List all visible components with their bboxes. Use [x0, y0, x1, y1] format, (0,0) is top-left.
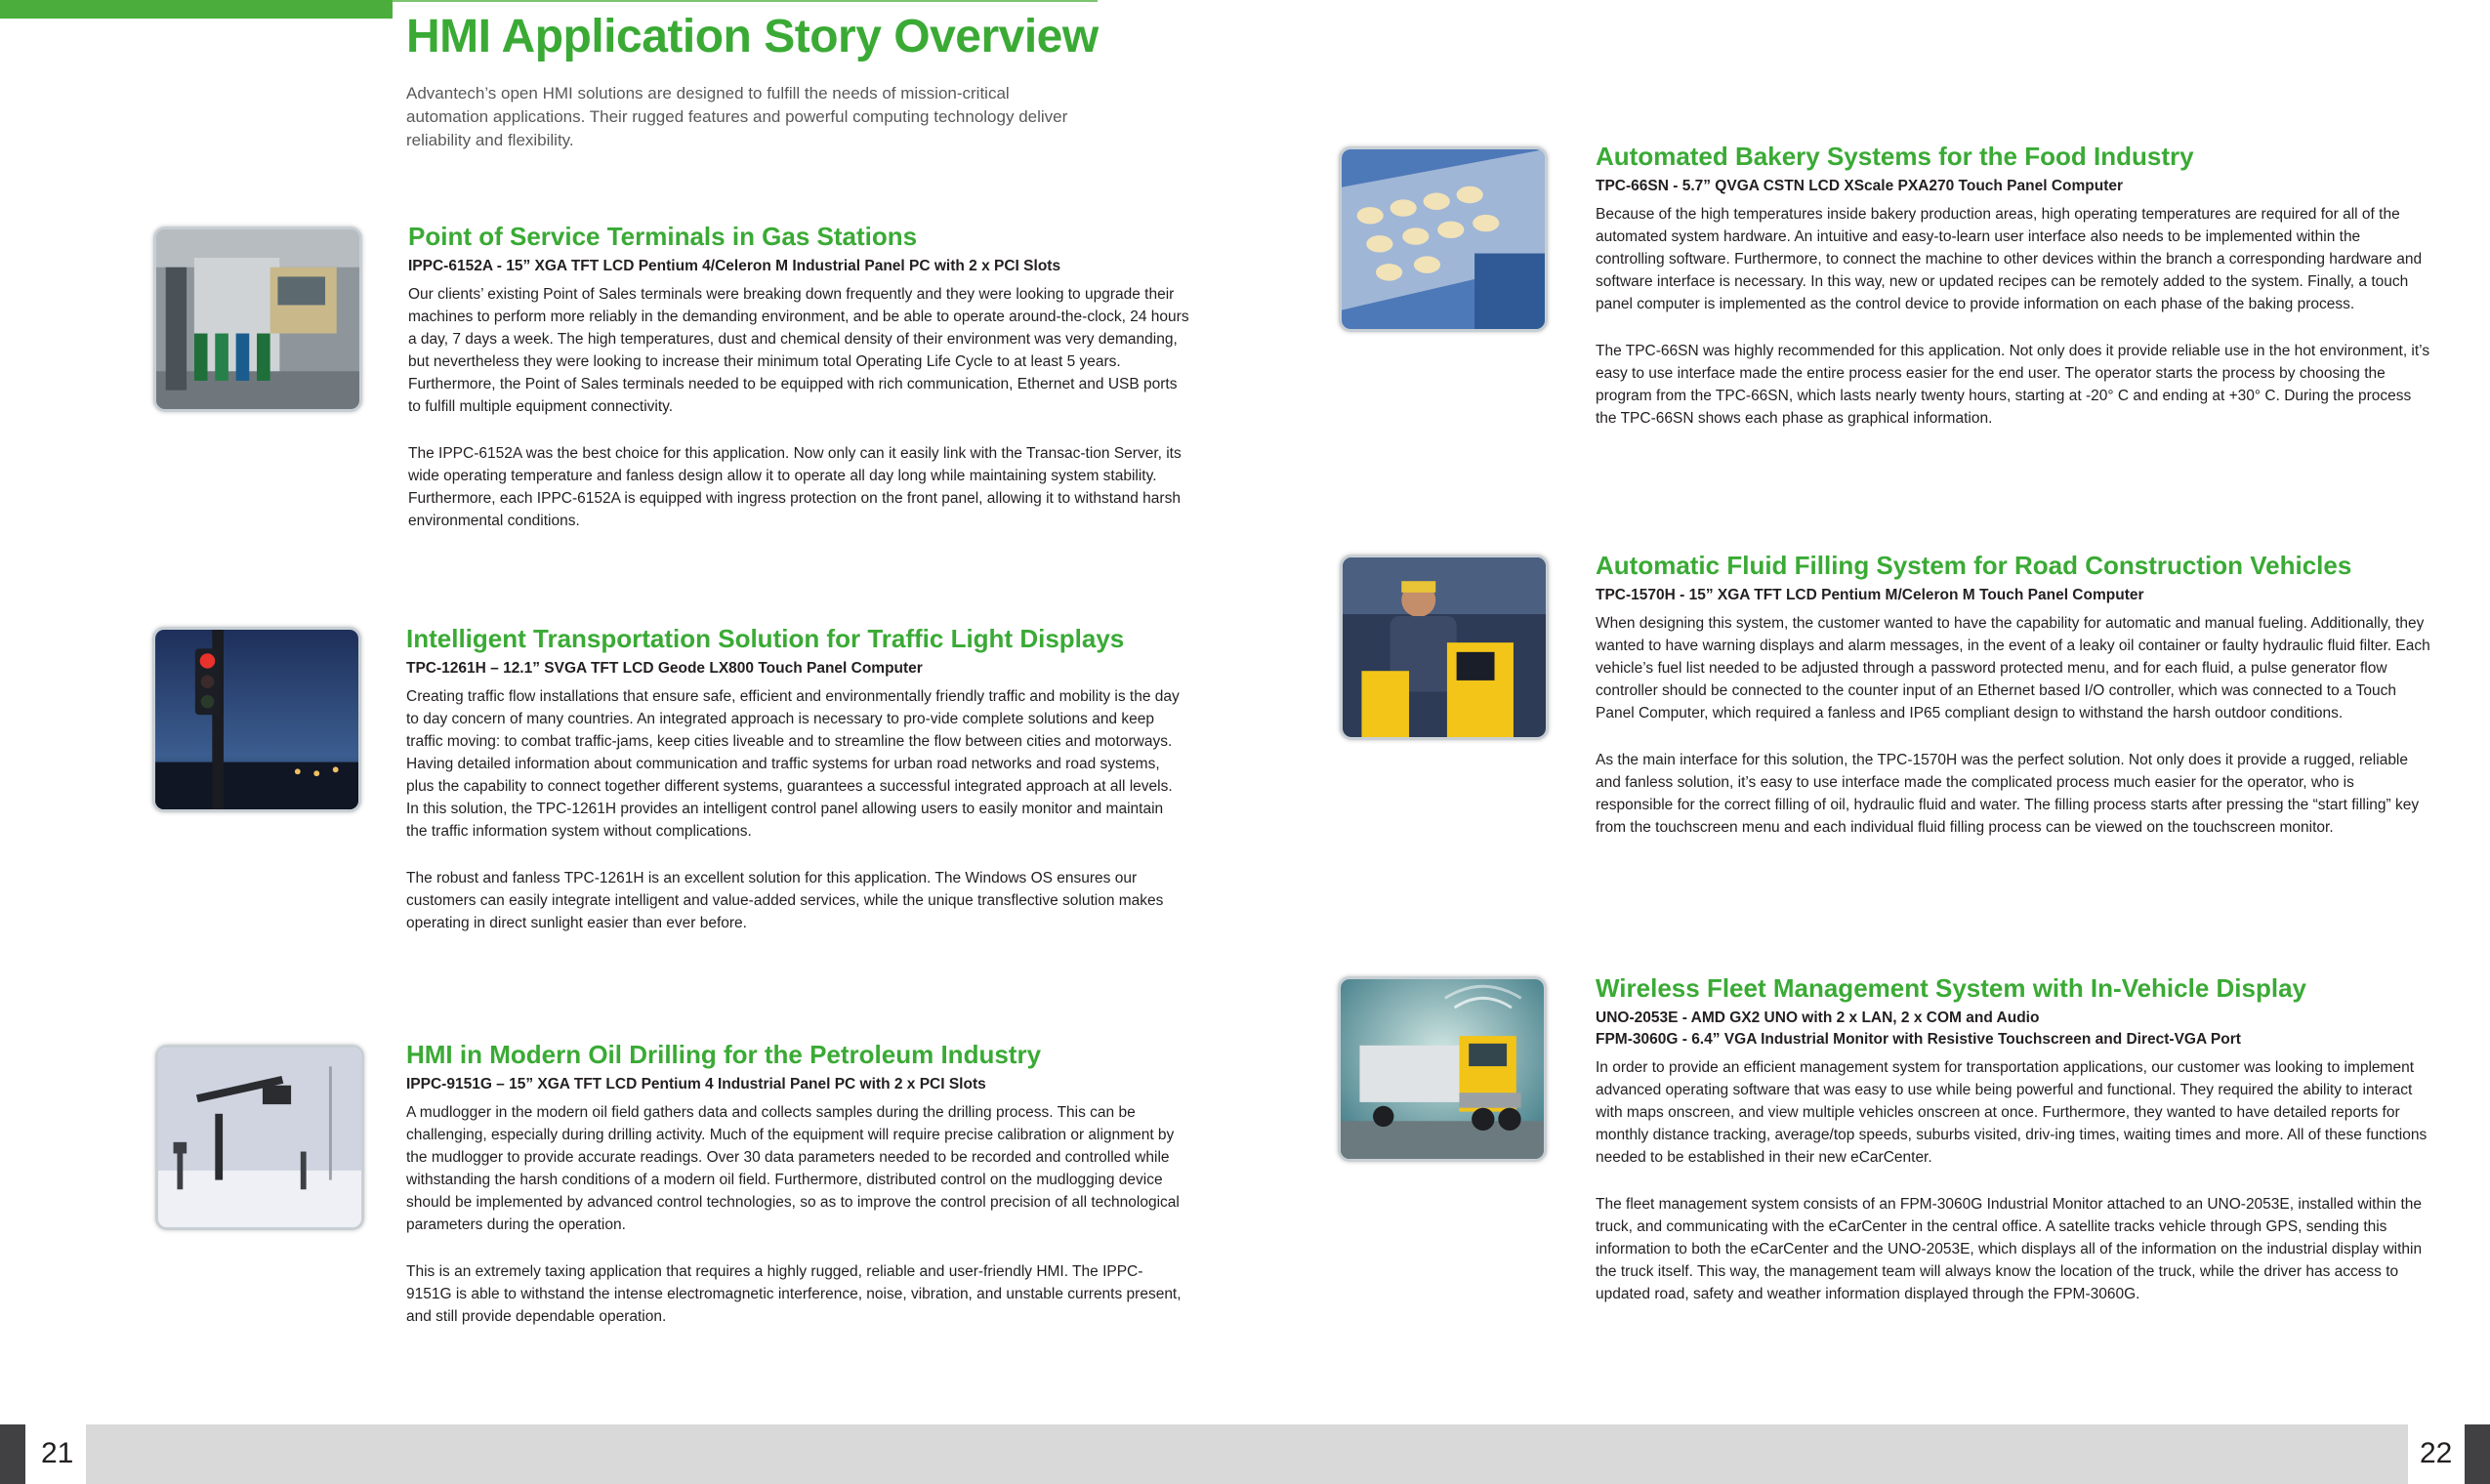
- section-model: TPC-1570H - 15” XGA TFT LCD Pentium M/Celeron M Touch Panel Computer: [1596, 587, 2144, 603]
- truck-photo: [1338, 976, 1547, 1162]
- section-paragraph: Creating traffic flow installations that ensure safe, efficient and environmentally friendly traffic and mobility is the day to day concern of many countries. An integrated approach is necessary to pro-vide complete solutions and keep traffic moving: to combat traffic-jams, keep cities liveable and to streamline the flow between cities and motorways. Having detailed information about communication and traffic systems for urban road networks and road systems, plus the capability to connect together different systems, guarantees a successful integrated approach at all levels. In this solution, the TPC-1261H provides an intelligent control panel allowing users to easily monitor and maintain the traffic information system without complications.: [406, 688, 1180, 840]
- section-paragraph: As the main interface for this solution, the TPC-1570H was the perfect solution. Not only does it provide a rugged, reliable and fanless solution, it’s easy to use interface made the complicated process much easier for the operator, who is responsible for the correct filling of oil, hydraulic fluid and water. The filling process starts after pressing the “start filling” key from the touchscreen menu and each individual fluid filling process can be viewed on the touchscreen monitor.: [1596, 752, 2420, 836]
- section-paragraph: When designing this system, the customer wanted to have the capability for automatic and manual fueling. Additionally, they wanted to have warning displays and alarm messages, in the event of a leaky oil container or faulty hydraulic fluid filter. Each vehicle’s fuel list needed to be adjusted through a password protected menu, and for each fluid, a pulse generator flow controller should be connected to the counter input of an Ethernet based I/O controller, which was connected to a Touch Panel Computer, which required a fanless and IP65 compliant design to withstand the harsh outdoor conditions.: [1596, 615, 2430, 721]
- section-bakery: [1596, 141, 2433, 430]
- section-model: IPPC-9151G – 15” XGA TFT LCD Pentium 4 Industrial Panel PC with 2 x PCI Slots: [406, 1076, 986, 1092]
- section-model: IPPC-6152A - 15” XGA TFT LCD Pentium 4/Celeron M Industrial Panel PC with 2 x PCI Slots: [408, 258, 1061, 274]
- section-paragraph: The IPPC-6152A was the best choice for this application. Now only can it easily link with the Transac-tion Server, its wide operating temperature and fanless design allow it to operate all day long while maintaining system stability. Furthermore, each IPPC-6152A is equipped with ingress protection on the front panel, allowing it to withstand harsh environmental conditions.: [408, 445, 1182, 529]
- section-title: Wireless Fleet Management System with In-Vehicle Display: [1596, 973, 2307, 1003]
- section-paragraph: In order to provide an efficient management system for transportation applications, our customer was looking to implement advanced operating software that was easy to use while being powerful and functional. They required the ability to interact with maps onscreen, and view multiple vehicles onscreen at once. Furthermore, they wanted to have detailed reports for monthly distance tracking, average/top speeds, suburbs visited, driv-ing times, waiting times and more. All of these functions needed to be established in their new eCarCenter.: [1596, 1059, 2428, 1166]
- section-paragraph: Our clients’ existing Point of Sales terminals were breaking down frequently and they were looking to upgrade their machines to perform more reliably in the demanding environment, and be able to operate around-the-clock, 24 hours a day, 7 days a week. The high temperatures, dust and chemical density of their environment was very demanding, but nevertheless they were looking to increase their minimum total Operating Life Cycle to at least 5 years. Furthermore, the Point of Sales terminals needed to be equipped with rich communication, Ethernet and USB ports to fulfill multiple equipment connectivity.: [408, 286, 1189, 415]
- section-paragraph: The TPC-66SN was highly recommended for this application. Not only does it provide reliable use in the hot environment, it’s easy to use interface made the entire process easier for the end user. The operator starts the process by choosing the program from the TPC-66SN, which lasts nearly twenty hours, starting at -20° C and ending at +30° C. During the process the TPC-66SN shows each phase as graphical information.: [1596, 343, 2430, 427]
- traffic-light-photo: [152, 627, 361, 812]
- section-traffic-lights: [406, 623, 1187, 934]
- section-title: Intelligent Transportation Solution for Traffic Light Displays: [406, 624, 1125, 653]
- section-oil-drilling: [406, 1039, 1187, 1328]
- section-model: TPC-66SN - 5.7” QVGA CSTN LCD XScale PXA270 Touch Panel Computer: [1596, 178, 2124, 194]
- section-paragraph: This is an extremely taxing application that requires a highly rugged, reliable and user-friendly HMI. The IPPC-9151G is able to withstand the intense electromagnetic interference, noise, vibration, and unstable currents present, and still provide dependable operation.: [406, 1263, 1182, 1325]
- section-fluid-filling: [1596, 550, 2433, 839]
- intro-text: Advantech’s open HMI solutions are designed to fulfill the needs of mission-critical automation applications. Their rugged features and powerful computing technology deliver reliability and flexibility.: [406, 84, 1068, 149]
- gas-station-photo: [153, 227, 362, 412]
- section-gas-stations: [408, 221, 1189, 532]
- section-title: Automatic Fluid Filling System for Road Construction Vehicles: [1596, 551, 2352, 580]
- footer-tab-right: [2465, 1424, 2490, 1484]
- section-paragraph: The robust and fanless TPC-1261H is an excellent solution for this application. The Windows OS ensures our customers can easily integrate intelligent and value-added services, while the unique transflective solution makes operating in direct sunlight easier than ever before.: [406, 870, 1164, 931]
- section-paragraph: A mudlogger in the modern oil field gathers data and collects samples during the drilling process. This can be challenging, especially during drilling activity. Much of the equipment will require precise calibration or alignment by the mudlogger to provide accurate readings. Over 30 data parameters needed to be recorded and controlled while withstanding the harsh conditions of a modern oil field. Furthermore, distributed control on the mudlogging device should be implemented by advanced control technologies, so as to improve the control precision of all technological parameters during the operation.: [406, 1104, 1180, 1233]
- section-title: HMI in Modern Oil Drilling for the Petroleum Industry: [406, 1040, 1042, 1069]
- page-number-left: 21: [41, 1437, 74, 1469]
- page-number-right: 22: [2420, 1437, 2453, 1469]
- section-title: Point of Service Terminals in Gas Stations: [408, 222, 918, 251]
- page-title: HMI Application Story Overview: [406, 11, 1099, 62]
- header-accent-bar: [0, 0, 393, 19]
- section-model: FPM-3060G - 6.4” VGA Industrial Monitor with Resistive Touchscreen and Direct-VGA Port: [1596, 1031, 2241, 1048]
- section-model: TPC-1261H – 12.1” SVGA TFT LCD Geode LX800 Touch Panel Computer: [406, 660, 923, 677]
- footer-band: [86, 1424, 2408, 1484]
- section-fleet-management: [1596, 972, 2433, 1305]
- section-paragraph: Because of the high temperatures inside bakery production areas, high operating temperatures are required for all of the automated system hardware. An intuitive and easy-to-learn user interface also needs to be implemented within the controlling software. Furthermore, to connect the machine to other devices within the branch a corresponding hardware and software interface is necessary. In this way, new or updated recipes can be remotely added to the system. Finally, a touch panel computer is implemented as the control device to provide information on each phase of the baking process.: [1596, 206, 2423, 312]
- section-title: Automated Bakery Systems for the Food Industry: [1596, 142, 2194, 171]
- fluid-filling-photo: [1340, 555, 1549, 740]
- section-model: UNO-2053E - AMD GX2 UNO with 2 x LAN, 2 x COM and Audio: [1596, 1010, 2040, 1026]
- header-rule: [393, 0, 1098, 2]
- oil-drilling-photo: [155, 1045, 364, 1230]
- section-paragraph: The fleet management system consists of an FPM-3060G Industrial Monitor attached to an UNO-2053E, installed within the truck, and communicating with the eCarCenter in the central office. A satellite tracks vehicle through GPS, sending this information to both the eCarCenter and the UNO-2053E, which displays all of the information on the industrial display within the truck itself. This way, the management team will always know the location of the truck, while the driver has access to updated road, safety and weather information displayed through the FPM-3060G.: [1596, 1196, 2423, 1302]
- bakery-photo: [1339, 146, 1548, 332]
- footer-tab-left: [0, 1424, 25, 1484]
